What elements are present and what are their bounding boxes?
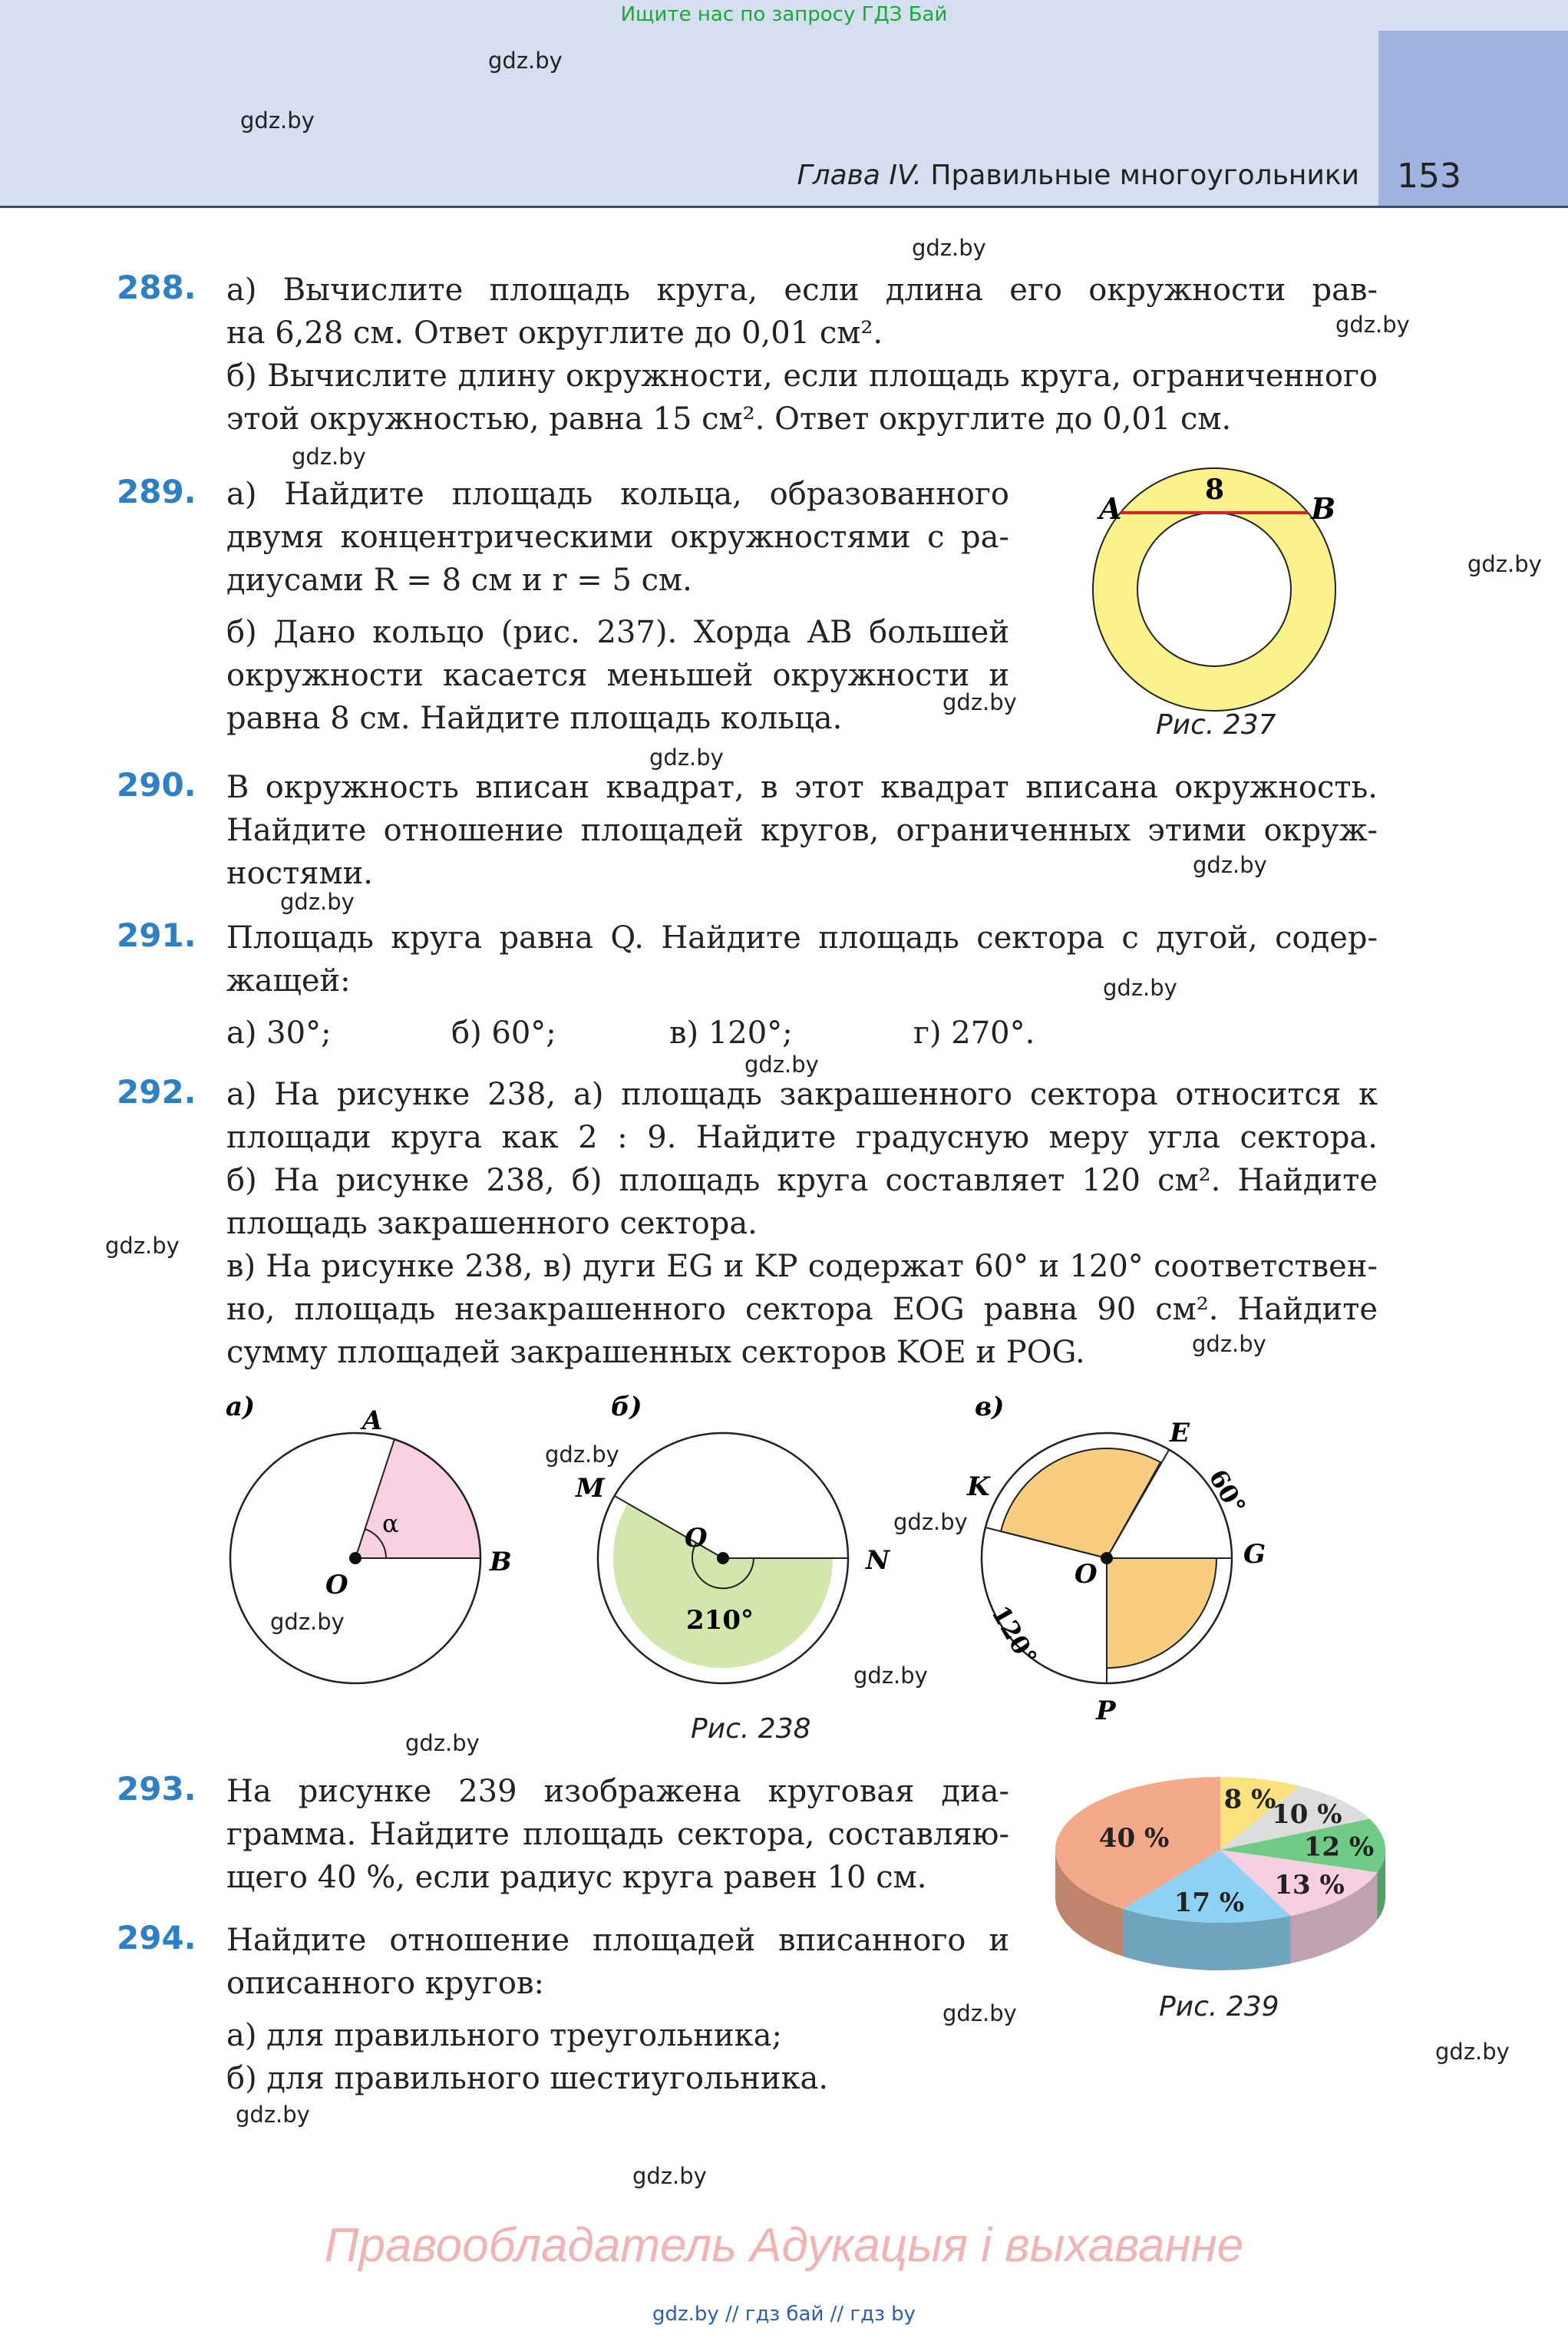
problem-text: ностями. [226, 856, 373, 891]
pie-slice-label: 13 % [1274, 1870, 1345, 1901]
label-b: B [490, 1547, 512, 1577]
figure-239-pie-chart [1044, 1765, 1397, 1988]
problem-number: 290. [117, 766, 196, 804]
chapter-prefix: Глава IV. [797, 160, 922, 191]
problem-text: а) Вычислите площадь круга, если длина его окружности рав- [226, 272, 1378, 308]
problem-text: но, площадь незакрашенного сектора EOG равна 90 см². Найдите [226, 1292, 1378, 1327]
label-e: E [1170, 1418, 1190, 1448]
arc-label-120: 120° [985, 1600, 1043, 1671]
footer-links[interactable]: gdz.by // гдз бай // гдз by [652, 2303, 916, 2326]
answer-option: г) 270°. [913, 1015, 1035, 1051]
label-o: O [685, 1523, 708, 1554]
watermark: gdz.by [942, 689, 1017, 715]
label-p: P [1096, 1696, 1116, 1726]
watermark: gdz.by [1192, 1331, 1266, 1357]
problem-number: 291. [117, 916, 196, 954]
center-point [349, 1552, 361, 1564]
problem-text: диусами R = 8 см и r = 5 см. [226, 563, 692, 598]
problem-text: щего 40 %, если радиус круга равен 10 см. [226, 1860, 927, 1895]
watermark: gdz.by [912, 235, 986, 261]
figure-237-ring [1082, 453, 1389, 729]
figure-238a [226, 1392, 512, 1683]
arc-label-60: 60° [1203, 1464, 1252, 1520]
subfigure-tag: в) [975, 1392, 1005, 1422]
pie-slice-label: 10 % [1272, 1799, 1342, 1831]
problem-text: двумя концентрическими окружностями с ра- [226, 520, 1009, 555]
problem-text: описанного кругов: [226, 1966, 544, 2001]
watermark: gdz.by [405, 1730, 480, 1756]
problem-number: 292. [117, 1073, 196, 1111]
shaded-sector [355, 1439, 480, 1558]
watermark: gdz.by [292, 444, 366, 470]
watermark: gdz.by [1435, 2039, 1510, 2065]
watermark: gdz.by [632, 2163, 707, 2189]
watermark: gdz.by [105, 1233, 180, 1259]
problem-text: а) Найдите площадь кольца, образованного [226, 477, 1009, 512]
problem-text: жащей: [226, 963, 351, 999]
problem-text: В окружность вписан квадрат, в этот квадрат вписана окружность. [226, 770, 1378, 805]
subfigure-tag: б) [611, 1392, 642, 1422]
problem-text: б) На рисунке 238, б) площадь круга составляет 120 см². Найдите [226, 1163, 1378, 1198]
label-n: N [866, 1545, 890, 1576]
problem-number: 289. [117, 473, 196, 510]
pie-slice-label: 17 % [1174, 1887, 1245, 1919]
angle-label: 210° [686, 1605, 754, 1636]
problem-text: грамма. Найдите площадь сектора, составляю- [226, 1817, 1009, 1852]
watermark: gdz.by [545, 1441, 619, 1468]
watermark: gdz.by [1335, 312, 1410, 338]
label-b: B [1311, 491, 1336, 526]
label-a: A [362, 1405, 383, 1436]
pie-slice-label: 40 % [1098, 1822, 1170, 1854]
answer-option: а) 30°; [226, 1015, 332, 1051]
problem-text: На рисунке 239 изображена круговая диа- [226, 1774, 1009, 1809]
problem-text: окружности касается меньшей окружности и [226, 658, 1009, 693]
problem-text: а) На рисунке 238, а) площадь закрашенного сектора относится к [226, 1077, 1378, 1112]
problem-text: Найдите отношение площадей вписанного и [226, 1923, 1009, 1958]
problem-number: 288. [117, 269, 196, 306]
label-k: K [967, 1471, 990, 1502]
figure-caption: Рис. 237 [1156, 709, 1276, 741]
label-o: O [325, 1570, 348, 1600]
watermark: gdz.by [270, 1609, 345, 1635]
label-o: O [1074, 1559, 1098, 1590]
figure-238b [575, 1392, 891, 1683]
problem-text: сумму площадей закрашенных секторов KOE и POG. [226, 1335, 1085, 1370]
header-divider [0, 206, 1568, 208]
problem-number: 293. [117, 1770, 196, 1808]
watermark: gdz.by [744, 1052, 819, 1078]
chord-length: 8 [1205, 474, 1225, 506]
watermark: gdz.by [280, 889, 355, 915]
center-point [1101, 1552, 1113, 1564]
label-g: G [1243, 1539, 1266, 1570]
watermark: gdz.by [853, 1663, 928, 1689]
problem-text: в) На рисунке 238, в) дуги EG и KP содержат 60° и 120° соответствен- [226, 1249, 1378, 1284]
problem-text: площади круга как 2 : 9. Найдите градусную меру угла сектора. [226, 1120, 1378, 1155]
watermark: gdz.by [649, 745, 724, 771]
problem-text: этой окружностью, равна 15 см². Ответ округлите до 0,01 см. [226, 401, 1232, 437]
center-point [717, 1552, 729, 1564]
answer-option: б) 60°; [451, 1015, 556, 1051]
watermark: gdz.by [236, 2102, 310, 2128]
chapter-name: Правильные многоугольники [930, 160, 1359, 191]
watermark: gdz.by [240, 107, 315, 134]
answer-option: в) 120°; [669, 1015, 793, 1051]
watermark: gdz.by [893, 1509, 968, 1535]
watermark: gdz.by [942, 2000, 1017, 2026]
page-number: 153 [1397, 157, 1461, 196]
chapter-title [797, 160, 1359, 191]
figure-238 [215, 1382, 1320, 1735]
watermark: gdz.by [488, 48, 563, 74]
watermark: gdz.by [1467, 551, 1542, 577]
problem-text: б) Вычислите длину окружности, если площадь круга, ограниченного [226, 358, 1378, 394]
problem-text: на 6,28 см. Ответ округлите до 0,01 см². [226, 315, 883, 351]
angle-alpha: α [382, 1509, 399, 1538]
shaded-sector-pog [1107, 1558, 1216, 1668]
problem-text: б) Дано кольцо (рис. 237). Хорда AB большей [226, 615, 1009, 650]
figure-caption: Рис. 239 [1159, 1991, 1279, 2023]
pie-slice-label: 12 % [1303, 1831, 1375, 1863]
problem-text: б) для правильного шестиугольника. [226, 2061, 829, 2096]
figure-238c [966, 1392, 1266, 1726]
problem-number: 294. [117, 1919, 196, 1957]
problem-text: Площадь круга равна Q. Найдите площадь сектора с дугой, содер- [226, 920, 1378, 956]
problem-text: Найдите отношение площадей кругов, ограниченных этими окруж- [226, 813, 1378, 848]
pie-slice-label: 8 % [1223, 1784, 1276, 1815]
subfigure-tag: а) [226, 1392, 256, 1422]
watermark: gdz.by [1103, 975, 1177, 1001]
watermark: gdz.by [1193, 852, 1267, 878]
search-banner[interactable]: Ищите нас по запросу ГДЗ Бай [620, 3, 948, 26]
problem-text: а) для правильного треугольника; [226, 2018, 782, 2053]
problem-text: равна 8 см. Найдите площадь кольца. [226, 701, 843, 736]
label-a: A [1099, 491, 1122, 526]
copyright-notice: Правообладатель Адукацыя і выхаванне [324, 2219, 1244, 2272]
problem-text: площадь закрашенного сектора. [226, 1206, 758, 1241]
shaded-sector [613, 1503, 833, 1668]
label-m: M [576, 1473, 605, 1504]
inner-circle [1137, 513, 1291, 666]
figure-caption: Рис. 238 [691, 1713, 811, 1745]
